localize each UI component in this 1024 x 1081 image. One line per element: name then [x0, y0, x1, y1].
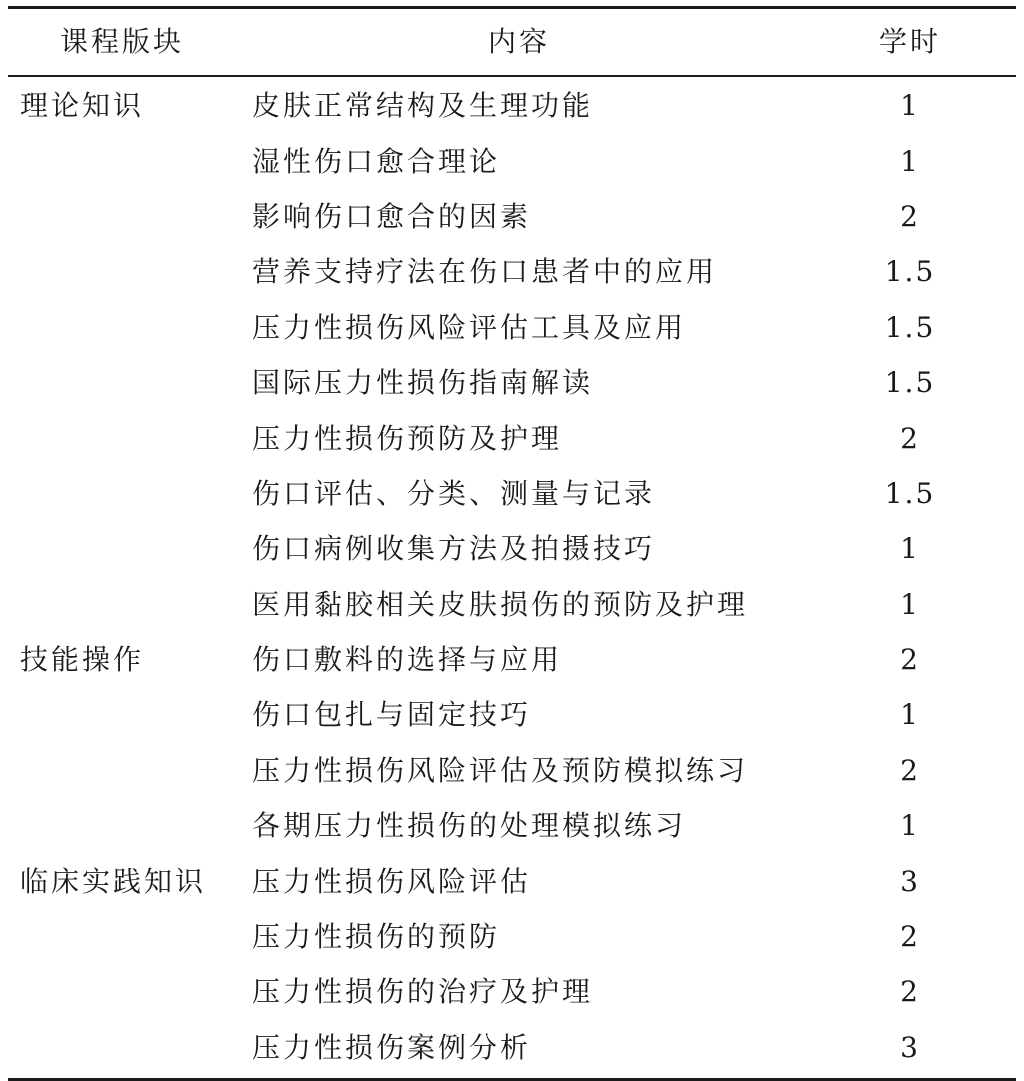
cell-content: 压力性损伤预防及护理 [252, 421, 563, 455]
table-row [8, 1020, 1016, 1075]
cell-content: 压力性损伤风险评估工具及应用 [252, 310, 687, 344]
table-row [8, 743, 1016, 798]
curriculum-table [8, 6, 1016, 1081]
cell-hours: 2 [900, 643, 920, 677]
table-row [8, 466, 1016, 521]
cell-hours: 1 [900, 698, 920, 732]
header-hours: 学时 [878, 25, 941, 58]
table-row [8, 355, 1016, 410]
cell-content: 伤口病例收集方法及拍摄技巧 [252, 532, 656, 566]
cell-content: 伤口评估、分类、测量与记录 [252, 476, 656, 510]
header-module: 课程版块 [60, 25, 185, 58]
cell-content: 伤口包扎与固定技巧 [252, 698, 532, 732]
cell-content: 皮肤正常结构及生理功能 [252, 89, 594, 123]
cell-hours: 1 [900, 809, 920, 843]
table-row [8, 300, 1016, 355]
cell-content: 医用黏胶相关皮肤损伤的预防及护理 [252, 587, 749, 621]
cell-content: 压力性损伤风险评估 [252, 864, 532, 898]
cell-content: 压力性损伤案例分析 [252, 1030, 532, 1064]
table-row [8, 688, 1016, 743]
table-row [8, 522, 1016, 577]
table-row [8, 79, 1016, 134]
cell-hours: 1 [900, 587, 920, 621]
table-row [8, 411, 1016, 466]
cell-content: 伤口敷料的选择与应用 [252, 643, 563, 677]
table-row [8, 909, 1016, 964]
table-body [8, 77, 1016, 1078]
table-row [8, 854, 1016, 909]
cell-hours: 1 [900, 532, 920, 566]
cell-content: 营养支持疗法在伤口患者中的应用 [252, 255, 718, 289]
table-row [8, 965, 1016, 1020]
cell-hours: 1 [900, 89, 920, 123]
cell-hours: 3 [900, 1030, 920, 1064]
cell-content: 湿性伤口愈合理论 [252, 144, 501, 178]
cell-hours: 1.5 [884, 366, 936, 400]
table-row [8, 799, 1016, 854]
cell-content: 各期压力性损伤的处理模拟练习 [252, 809, 687, 843]
cell-module: 临床实践知识 [20, 864, 207, 898]
bottom-rule [8, 1078, 1016, 1081]
cell-hours: 1.5 [884, 255, 936, 289]
table-row [8, 134, 1016, 189]
cell-module: 理论知识 [20, 89, 145, 123]
cell-hours: 2 [900, 199, 920, 233]
cell-hours: 2 [900, 920, 920, 954]
header-content: 内容 [488, 25, 551, 58]
table-row [8, 189, 1016, 244]
cell-hours: 1.5 [884, 310, 936, 344]
table-row [8, 632, 1016, 687]
table-row [8, 245, 1016, 300]
cell-hours: 2 [900, 421, 920, 455]
cell-content: 压力性损伤的预防 [252, 920, 501, 954]
table-row [8, 577, 1016, 632]
cell-content: 影响伤口愈合的因素 [252, 199, 532, 233]
cell-content: 压力性损伤的治疗及护理 [252, 975, 594, 1009]
cell-hours: 1.5 [884, 476, 936, 510]
cell-content: 国际压力性损伤指南解读 [252, 366, 594, 400]
cell-hours: 2 [900, 975, 920, 1009]
cell-content: 压力性损伤风险评估及预防模拟练习 [252, 753, 749, 787]
cell-module: 技能操作 [20, 643, 145, 677]
cell-hours: 1 [900, 144, 920, 178]
table-header-row [8, 9, 1016, 75]
cell-hours: 2 [900, 753, 920, 787]
cell-hours: 3 [900, 864, 920, 898]
